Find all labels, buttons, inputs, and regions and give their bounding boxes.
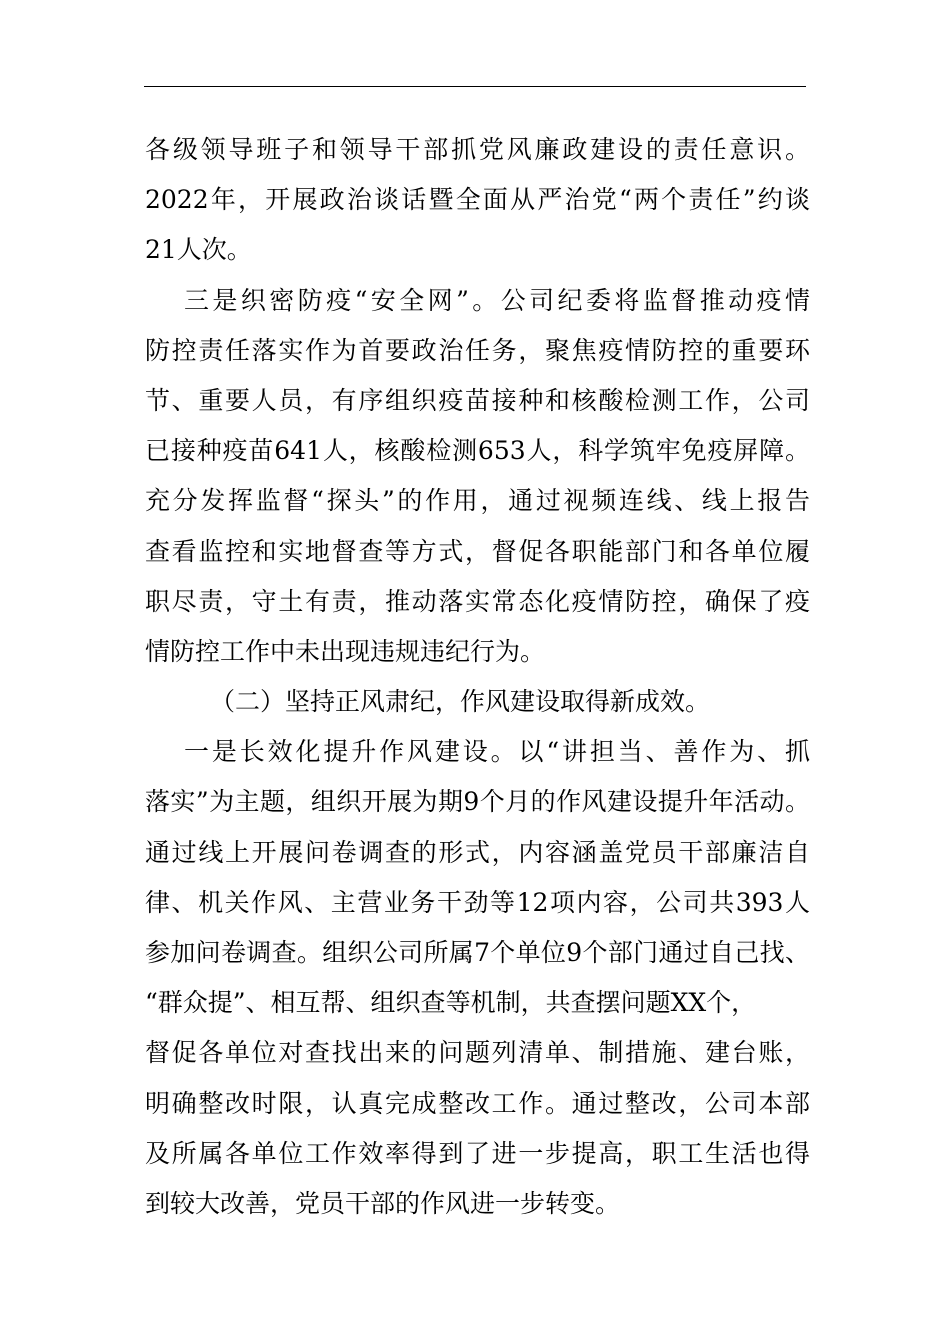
text-line: 已接种疫苗641人，核酸检测653人，科学筑牢免疫屏障。 xyxy=(145,436,810,466)
text-line: 落实”为主题，组织开展为期9个月的作风建设提升年活动。 xyxy=(145,787,810,817)
text-line: 情防控工作中未出现违规违纪行为。 xyxy=(145,636,546,666)
text-line: 督促各单位对查找出来的问题列清单、制措施、建台账， xyxy=(145,1038,810,1068)
text-line: 21人次。 xyxy=(145,235,252,265)
text-line: 三是织密防疫“安全网”。公司纪委将监督推动疫情 xyxy=(184,285,810,315)
text-line: 防控责任落实作为首要政治任务，聚焦疫情防控的重要环 xyxy=(145,335,810,365)
text-line: 充分发挥监督“探头”的作用，通过视频连线、线上报告 xyxy=(145,486,810,516)
header-rule xyxy=(144,86,806,87)
text-line: 参加问卷调查。组织公司所属7个单位9个部门通过自己找、 xyxy=(145,938,810,967)
text-line: 到较大改善，党员干部的作风进一步转变。 xyxy=(145,1188,621,1218)
text-line: 通过线上开展问卷调查的形式，内容涵盖党员干部廉洁自 xyxy=(145,837,810,867)
text-line: 一是长效化提升作风建设。以“讲担当、善作为、抓 xyxy=(184,737,810,767)
text-line: 2022年，开展政治谈话暨全面从严治党“两个责任”约谈 xyxy=(145,185,810,215)
text-line: 律、机关作风、主营业务干劲等12项内容，公司共393人 xyxy=(145,887,810,917)
document-body xyxy=(145,125,810,1229)
text-line: 及所属各单位工作效率得到了进一步提高，职工生活也得 xyxy=(145,1138,810,1168)
section-heading: （二）坚持正风肃纪，作风建设取得新成效。 xyxy=(210,687,711,717)
text-line: 各级领导班子和领导干部抓党风廉政建设的责任意识。 xyxy=(145,135,810,164)
text-line: “群众提”、相互帮、组织查等机制，共查摆问题XX个， xyxy=(145,988,757,1018)
text-line: 职尽责，守土有责，推动落实常态化疫情防控，确保了疫 xyxy=(145,586,810,616)
text-line: 明确整改时限，认真完成整改工作。通过整改，公司本部 xyxy=(145,1088,810,1118)
text-line: 节、重要人员，有序组织疫苗接种和核酸检测工作，公司 xyxy=(145,385,810,415)
text-line: 查看监控和实地督查等方式，督促各职能部门和各单位履 xyxy=(145,536,810,566)
